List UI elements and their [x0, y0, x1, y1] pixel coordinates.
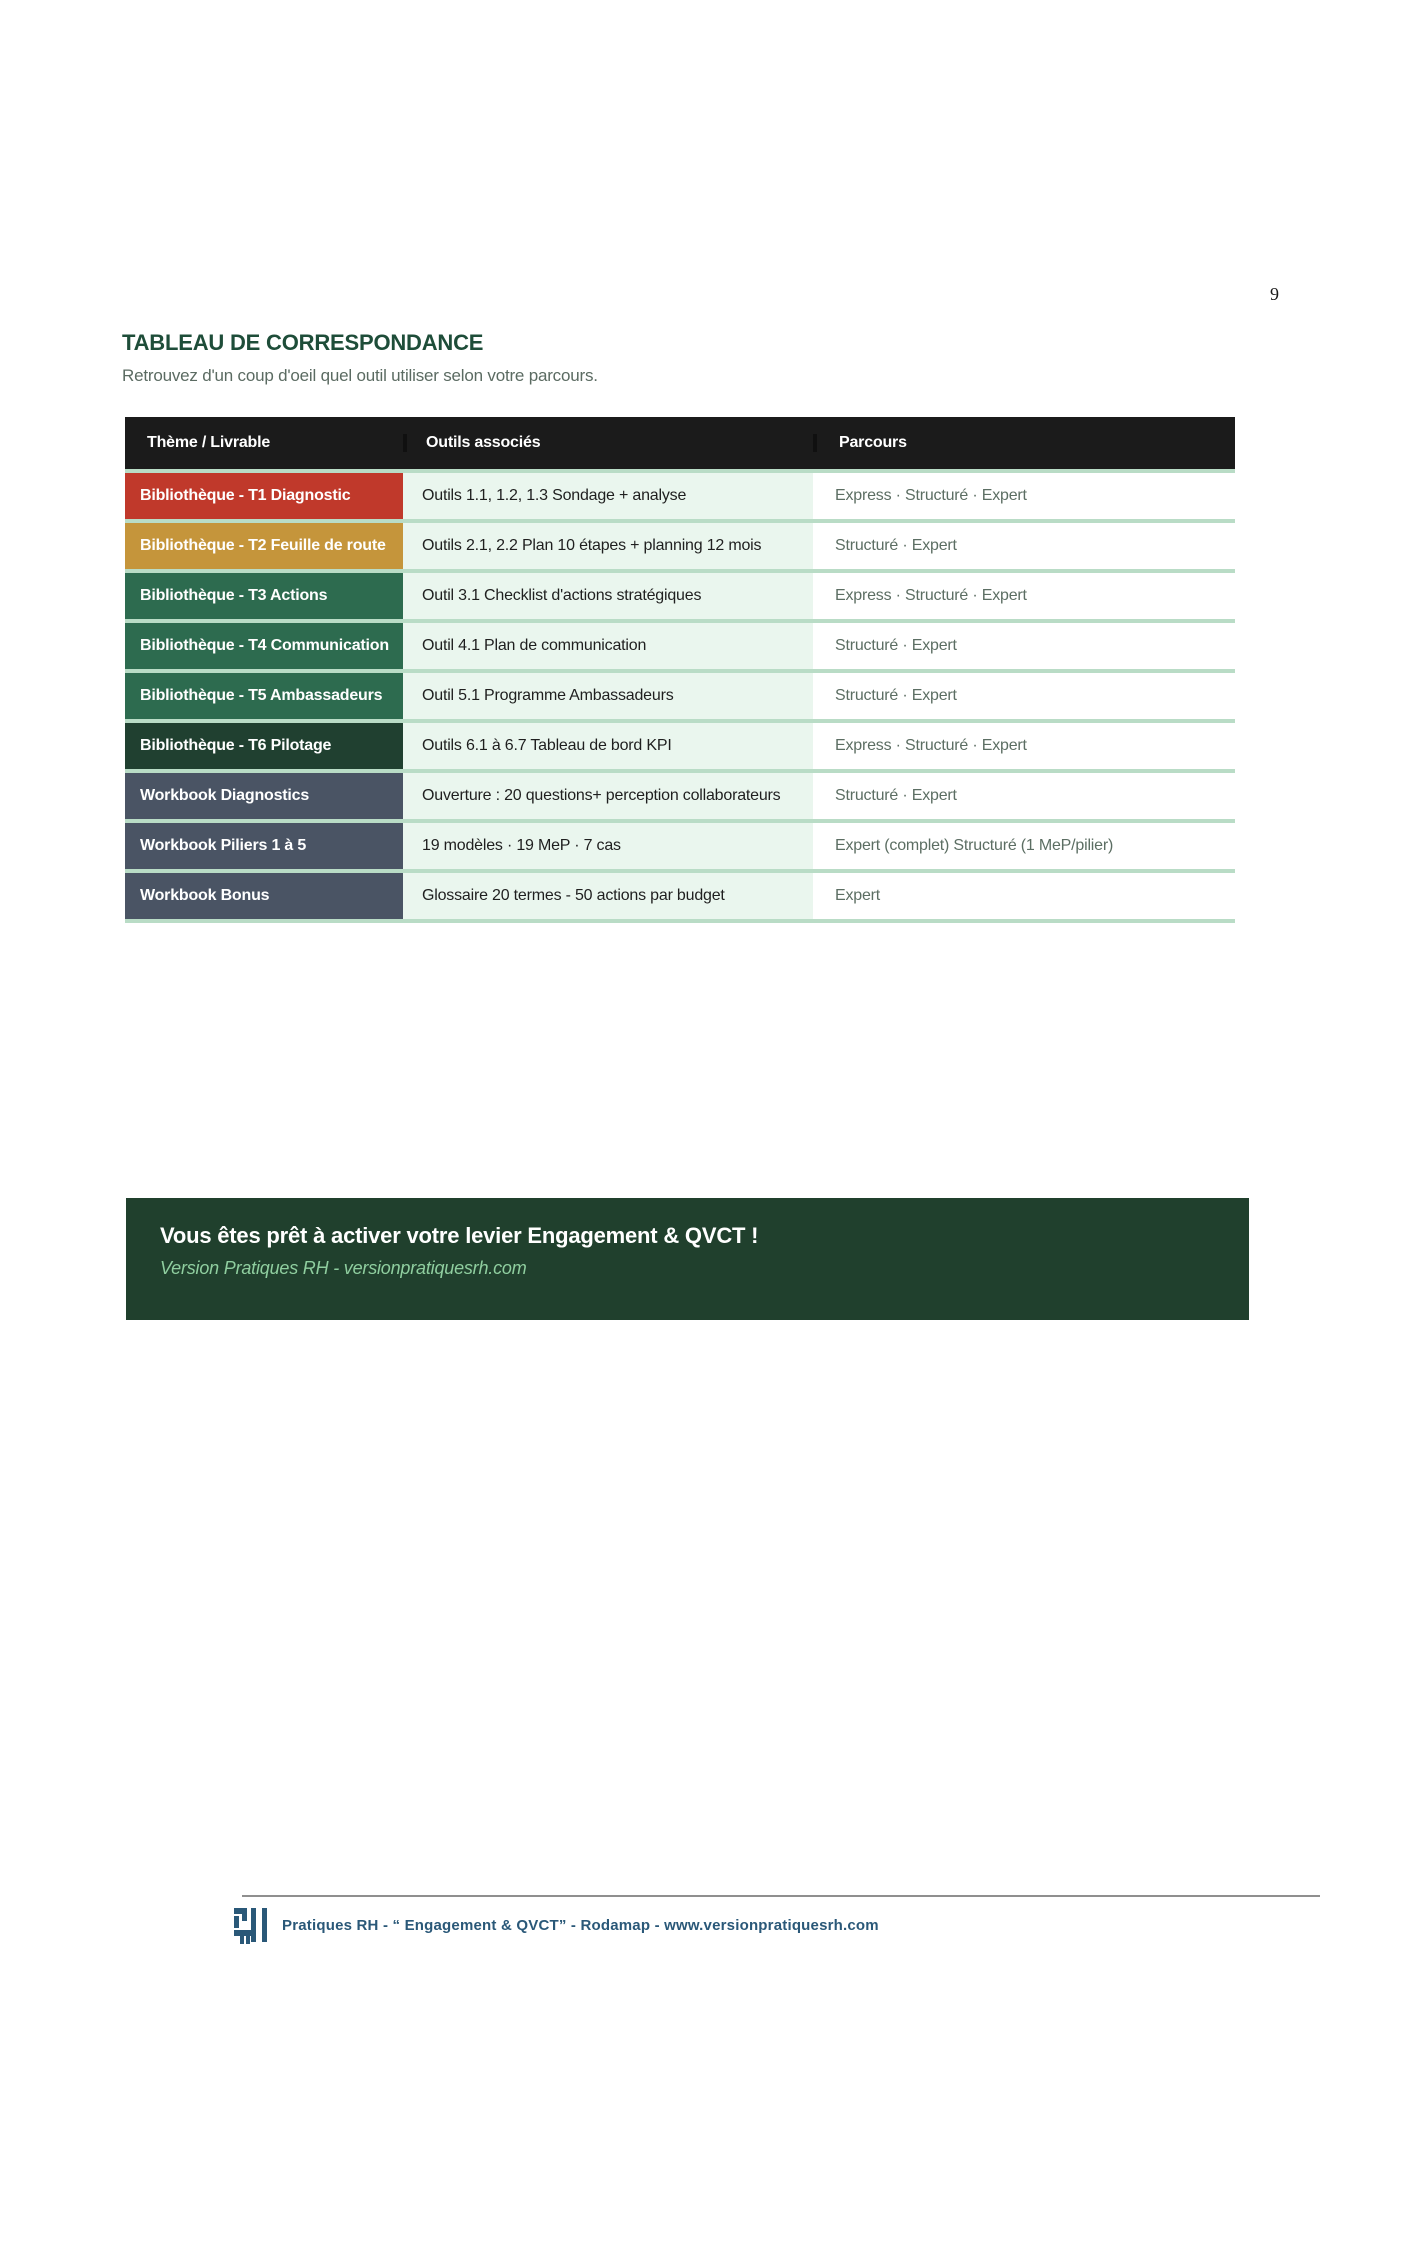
footer-text: Pratiques RH - “ Engagement & QVCT” - Rodamap - www.versionpratiquesrh.com — [282, 1916, 879, 1934]
section-subtitle: Retrouvez d'un coup d'oeil quel outil utiliser selon votre parcours. — [122, 366, 598, 385]
parcours-cell: Expert (complet) Structuré (1 MeP/pilier) — [813, 823, 1235, 869]
table-row — [125, 673, 1235, 723]
col-header-theme: Thème / Livrable — [147, 434, 271, 451]
table-row — [125, 473, 1235, 523]
parcours-cell: Express · Structuré · Expert — [813, 573, 1235, 619]
theme-cell-label: Bibliothèque - T6 Pilotage — [140, 737, 332, 754]
outils-cell: Ouverture : 20 questions+ perception collaborateurs — [403, 773, 813, 819]
parcours-cell: Structuré · Expert — [813, 773, 1235, 819]
table-row — [125, 723, 1235, 773]
parcours-cell: Structuré · Expert — [813, 523, 1235, 569]
page-footer — [230, 1904, 879, 1946]
table-header-row — [125, 417, 1235, 473]
theme-cell — [125, 673, 403, 719]
outils-cell: Outil 4.1 Plan de communication — [403, 623, 813, 669]
outils-cell: Outils 2.1, 2.2 Plan 10 étapes + planning 12 mois — [403, 523, 813, 569]
parcours-cell: Expert — [813, 873, 1235, 919]
table-row — [125, 623, 1235, 673]
table-body — [125, 473, 1235, 923]
footer-divider — [242, 1895, 1320, 1897]
table-row — [125, 573, 1235, 623]
rh-monogram-icon — [233, 1906, 267, 1944]
theme-cell-label: Bibliothèque - T2 Feuille de route — [140, 537, 386, 554]
theme-cell-label: Bibliothèque - T4 Communication — [140, 637, 389, 654]
cta-banner — [126, 1198, 1249, 1320]
table-row — [125, 773, 1235, 823]
cta-subtitle: Version Pratiques RH - versionpratiquesrh.com — [160, 1258, 527, 1278]
theme-cell-label: Bibliothèque - T3 Actions — [140, 587, 328, 604]
parcours-cell: Structuré · Expert — [813, 673, 1235, 719]
table-row — [125, 873, 1235, 923]
table-row — [125, 523, 1235, 573]
theme-cell — [125, 473, 403, 519]
brand-logo — [230, 1904, 270, 1946]
col-header-outils: Outils associés — [403, 434, 813, 452]
outils-cell: Outils 1.1, 1.2, 1.3 Sondage + analyse — [403, 473, 813, 519]
theme-cell — [125, 723, 403, 769]
cta-title: Vous êtes prêt à activer votre levier Engagement & QVCT ! — [160, 1223, 759, 1248]
outils-cell: Glossaire 20 termes - 50 actions par budget — [403, 873, 813, 919]
theme-cell — [125, 523, 403, 569]
col-header-parcours: Parcours — [813, 434, 1235, 452]
theme-cell-label: Workbook Diagnostics — [140, 787, 310, 804]
theme-cell — [125, 823, 403, 869]
theme-cell-label: Bibliothèque - T1 Diagnostic — [140, 487, 351, 504]
outils-cell: Outil 5.1 Programme Ambassadeurs — [403, 673, 813, 719]
page-number: 9 — [1270, 284, 1279, 304]
parcours-cell: Express · Structuré · Expert — [813, 723, 1235, 769]
parcours-cell: Structuré · Expert — [813, 623, 1235, 669]
section-title: TABLEAU DE CORRESPONDANCE — [122, 330, 484, 355]
outils-cell: Outil 3.1 Checklist d'actions stratégiques — [403, 573, 813, 619]
correspondence-table — [125, 417, 1235, 923]
theme-cell-label: Workbook Piliers 1 à 5 — [140, 837, 307, 854]
theme-cell — [125, 773, 403, 819]
theme-cell-label: Bibliothèque - T5 Ambassadeurs — [140, 687, 383, 704]
table-row — [125, 823, 1235, 873]
theme-cell — [125, 573, 403, 619]
theme-cell-label: Workbook Bonus — [140, 887, 270, 904]
parcours-cell: Express · Structuré · Expert — [813, 473, 1235, 519]
outils-cell: Outils 6.1 à 6.7 Tableau de bord KPI — [403, 723, 813, 769]
theme-cell — [125, 873, 403, 919]
theme-cell — [125, 623, 403, 669]
outils-cell: 19 modèles · 19 MeP · 7 cas — [403, 823, 813, 869]
